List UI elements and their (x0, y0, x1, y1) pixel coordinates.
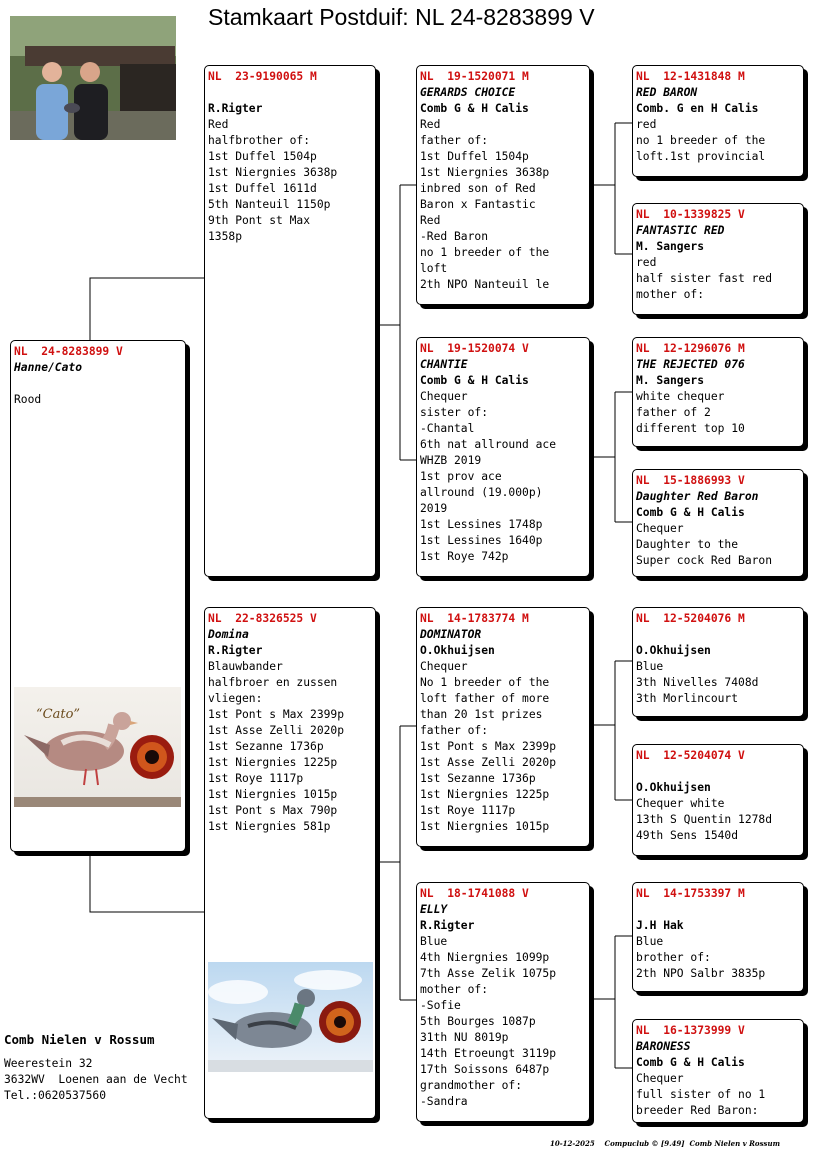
ring-number: NL 19-1520074 V (420, 342, 529, 355)
breeder-name: R.Rigter (208, 102, 263, 115)
ring-number: NL 14-1783774 M (420, 612, 529, 625)
pedigree-card-ssd[interactable] (632, 203, 804, 315)
pedigree-card-ddd[interactable] (632, 1019, 804, 1123)
breeder-name: O.Okhuijsen (636, 781, 711, 794)
info-line: 1st Niergnies 3638p (208, 166, 338, 179)
info-line: 9th Pont st Max (208, 214, 311, 227)
info-line: Blue (420, 935, 448, 948)
info-line: -Chantal (420, 422, 475, 435)
breeder-name: M. Sangers (636, 240, 705, 253)
pedigree-card-dsd[interactable] (632, 744, 804, 856)
info-line: 1st Roye 1117p (420, 804, 516, 817)
info-line: 49th Sens 1540d (636, 829, 739, 842)
info-line: father of 2 (636, 406, 711, 419)
info-line: Red (208, 118, 229, 131)
info-line: 2th NPO Nanteuil le (420, 278, 550, 291)
breeder-name: Comb. G en H Calis (636, 102, 759, 115)
ring-number: NL 24-8283899 V (14, 345, 123, 358)
pedigree-card-dss[interactable] (632, 607, 804, 717)
ring-number: NL 10-1339825 V (636, 208, 745, 221)
info-line: loft father of more (420, 692, 550, 705)
bird-name: Domina (208, 628, 249, 641)
breeder-name: Comb G & H Calis (420, 374, 529, 387)
info-line: Chequer (420, 390, 468, 403)
info-line: Daughter to the (636, 538, 739, 551)
ring-number: NL 19-1520071 M (420, 70, 529, 83)
info-line: 1st Niergnies 1225p (208, 756, 338, 769)
info-line: 1st prov ace (420, 470, 502, 483)
pedigree-card-sss[interactable] (632, 65, 804, 177)
info-line: Super cock Red Baron (636, 554, 773, 567)
owner-phone: Tel.:0620537560 (4, 1089, 107, 1102)
info-line: 1st Pont s Max 790p (208, 804, 338, 817)
pedigree-card-dds[interactable] (632, 882, 804, 992)
info-line: father of: (420, 724, 489, 737)
info-line: 3th Morlincourt (636, 692, 739, 705)
connector-main-dam (90, 852, 204, 912)
bird-name: GERARDS CHOICE (420, 86, 516, 99)
info-line: no 1 breeder of the (420, 246, 550, 259)
info-line: different top 10 (636, 422, 745, 435)
info-line: breeder Red Baron: (636, 1104, 759, 1117)
info-line: 5th Bourges 1087p (420, 1015, 536, 1028)
info-line: 2019 (420, 502, 448, 515)
info-line: Blue (636, 660, 664, 673)
info-line: loft.1st provincial (636, 150, 766, 163)
info-line: 1st Asse Zelli 2020p (208, 724, 345, 737)
info-line: 1st Duffel 1504p (420, 150, 529, 163)
bird-photo (208, 962, 373, 1072)
breeder-name: Comb G & H Calis (636, 506, 745, 519)
info-line: 1st Niergnies 581p (208, 820, 331, 833)
info-line: 4th Niergnies 1099p (420, 951, 550, 964)
ring-number: NL 12-5204074 V (636, 749, 745, 762)
owner-name: Comb Nielen v Rossum (4, 1032, 155, 1047)
breeder-name: Comb G & H Calis (420, 102, 529, 115)
info-line: half sister fast red (636, 272, 773, 285)
bird-color: Rood (14, 393, 42, 406)
info-line: halfbrother of: (208, 134, 311, 147)
info-line: -Red Baron (420, 230, 489, 243)
bird-name: Daughter Red Baron (636, 490, 759, 503)
info-line: red (636, 118, 657, 131)
info-line: no 1 breeder of the (636, 134, 766, 147)
info-line: 1st Pont s Max 2399p (208, 708, 345, 721)
info-line: 17th Soissons 6487p (420, 1063, 550, 1076)
info-line: Blauwbander (208, 660, 283, 673)
owner-city: 3632WV Loenen aan de Vecht (4, 1073, 188, 1086)
breeder-name: Comb G & H Calis (636, 1056, 745, 1069)
bird-name: DOMINATOR (420, 628, 482, 641)
info-line: grandmother of: (420, 1079, 523, 1092)
info-line: halfbroer en zussen (208, 676, 338, 689)
info-line: 6th nat allround ace (420, 438, 557, 451)
info-line: No 1 breeder of the (420, 676, 550, 689)
info-line: full sister of no 1 (636, 1088, 766, 1101)
info-line: 13th S Quentin 1278d (636, 813, 773, 826)
info-line: 1st Roye 742p (420, 550, 509, 563)
info-line: sister of: (420, 406, 489, 419)
info-line: 1st Duffel 1611d (208, 182, 317, 195)
owner-street: Weerestein 32 (4, 1057, 93, 1070)
ring-number: NL 12-5204076 M (636, 612, 745, 625)
pedigree-card-dam-dam[interactable] (416, 882, 590, 1122)
ring-number: NL 12-1431848 M (636, 70, 745, 83)
breeder-name: R.Rigter (420, 919, 475, 932)
info-line: 1st Niergnies 3638p (420, 166, 550, 179)
info-line: Chequer (636, 1072, 684, 1085)
info-line: Chequer (420, 660, 468, 673)
info-line: than 20 1st prizes (420, 708, 543, 721)
pigeon-illustration (14, 687, 181, 807)
info-line: Chequer white (636, 797, 725, 810)
connector-main-sire (90, 278, 204, 340)
bird-name: Hanne/Cato (14, 361, 83, 374)
breeder-name: O.Okhuijsen (636, 644, 711, 657)
info-line: 1358p (208, 230, 243, 243)
ring-number: NL 23-9190065 M (208, 70, 317, 83)
pedigree-card-main[interactable] (10, 340, 186, 852)
pedigree-card-sds[interactable] (632, 337, 804, 447)
pedigree-card-sire-sire[interactable] (416, 65, 590, 305)
footer-note: 10-12-2025 Compuclub © [9.49] Comb Nielen v Rossum (550, 1139, 780, 1148)
info-line: 1st Lessines 1748p (420, 518, 543, 531)
bird-photo (14, 687, 181, 807)
info-line: 1st Sezanne 1736p (420, 772, 536, 785)
info-line: WHZB 2019 (420, 454, 482, 467)
bird-name (208, 85, 375, 101)
info-line: 31th NU 8019p (420, 1031, 509, 1044)
info-line: 5th Nanteuil 1150p (208, 198, 331, 211)
info-line: Red (420, 118, 441, 131)
info-line: loft (420, 262, 448, 275)
ring-number: NL 18-1741088 V (420, 887, 529, 900)
bird-name: THE REJECTED 076 (636, 358, 745, 371)
info-line: inbred son of Red (420, 182, 536, 195)
bird-name (636, 764, 803, 780)
info-line: -Sandra (420, 1095, 468, 1108)
info-line: 2th NPO Salbr 3835p (636, 967, 766, 980)
ring-number: NL 12-1296076 M (636, 342, 745, 355)
info-line: 1st Niergnies 1015p (420, 820, 550, 833)
info-line: allround (19.000p) (420, 486, 543, 499)
owner-address (4, 1032, 188, 1104)
bird-name (636, 627, 803, 643)
info-line: 1st Lessines 1640p (420, 534, 543, 547)
info-line: white chequer (636, 390, 725, 403)
ring-number: NL 14-1753397 M (636, 887, 745, 900)
info-line: 1st Pont s Max 2399p (420, 740, 557, 753)
owner-photo (10, 16, 176, 140)
pigeon-illustration (208, 962, 373, 1072)
info-line: 1st Sezanne 1736p (208, 740, 324, 753)
bird-name: BARONESS (636, 1040, 691, 1053)
bird-name: FANTASTIC RED (636, 224, 725, 237)
info-line: Blue (636, 935, 664, 948)
info-line: Chequer (636, 522, 684, 535)
info-line: 7th Asse Zelik 1075p (420, 967, 557, 980)
bird-name: RED BARON (636, 86, 698, 99)
info-line: 14th Etroeungt 3119p (420, 1047, 557, 1060)
ring-number: NL 22-8326525 V (208, 612, 317, 625)
pedigree-card-sdd[interactable] (632, 469, 804, 577)
breeder-name: O.Okhuijsen (420, 644, 495, 657)
breeder-name: R.Rigter (208, 644, 263, 657)
photo-caption: “Cato” (36, 707, 81, 722)
bird-name: CHANTIE (420, 358, 468, 371)
info-line: 1st Roye 1117p (208, 772, 304, 785)
info-line: Baron x Fantastic (420, 198, 536, 211)
ring-number: NL 16-1373999 V (636, 1024, 745, 1037)
pedigree-card-sire[interactable] (204, 65, 376, 577)
pedigree-card-dam[interactable] (204, 607, 376, 1119)
info-line: 1st Duffel 1504p (208, 150, 317, 163)
info-line: brother of: (636, 951, 711, 964)
info-line: mother of: (420, 983, 489, 996)
pedigree-card-sire-dam[interactable] (416, 337, 590, 577)
blank-line (14, 376, 185, 392)
info-line: mother of: (636, 288, 705, 301)
info-line: red (636, 256, 657, 269)
breeder-name: M. Sangers (636, 374, 705, 387)
breeder-name: J.H Hak (636, 919, 684, 932)
pedigree-card-dam-sire[interactable] (416, 607, 590, 847)
info-line: -Sofie (420, 999, 461, 1012)
ring-number: NL 15-1886993 V (636, 474, 745, 487)
bird-name: ELLY (420, 903, 448, 916)
info-line: Red (420, 214, 441, 227)
info-line: 1st Niergnies 1225p (420, 788, 550, 801)
info-line: 1st Niergnies 1015p (208, 788, 338, 801)
bird-name (636, 902, 803, 918)
info-line: vliegen: (208, 692, 263, 705)
info-line: 3th Nivelles 7408d (636, 676, 759, 689)
page-title: Stamkaart Postduif: NL 24-8283899 V (208, 4, 595, 30)
info-line: 1st Asse Zelli 2020p (420, 756, 557, 769)
info-line: father of: (420, 134, 489, 147)
